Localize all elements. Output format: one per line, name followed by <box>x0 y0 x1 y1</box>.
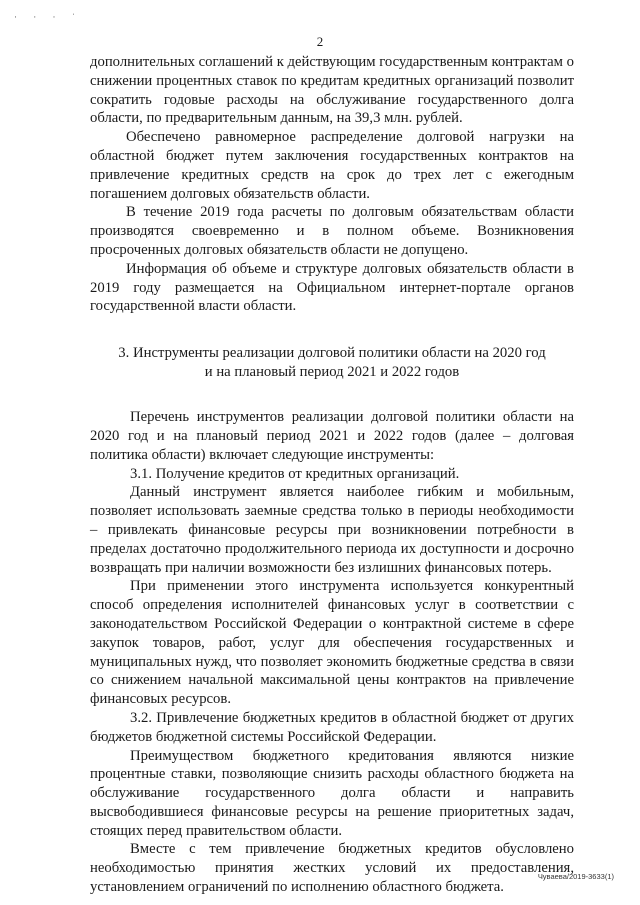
subsection-3-1-title: 3.1. Получение кредитов от кредитных организаций. <box>130 465 460 482</box>
paragraph-settlements-2019: В течение 2019 года расчеты по долговым обязательствам области производятся своевременно и в полном объеме. Возникновения просроченных долговых обязательств области не допущено. <box>90 204 574 258</box>
paragraph-budget-credit-conditions: Вместе с тем привлечение бюджетных кредитов обусловлено необходимостью принятия жестких условий их предоставления, установлением ограничений по исполнению областного бюджета. <box>90 841 574 896</box>
paragraph-budget-credit-advantage: Преимуществом бюджетного кредитования являются низкие процентные ставки, позволяющие снизить расходы областного бюджета на обслуживание государственного долга области и направить высвободившиеся финансовые ресурсы на решение приоритетных задач, стоящих перед правительством области. <box>90 747 574 839</box>
paragraph-competitive-procurement: При применении этого инструмента используется конкурентный способ определения исполнителей финансовых услуг в соответствии с законодательством Российской Федерации о контрактной системе в сфере закупок товаров, работ, услуг для обеспечения государственных и муниципальных нужд, что позволяет экономить бюджетные средства в связи со снижением начальной максимальной цены контрактов на привлечение финансовых ресурсов. <box>90 578 574 708</box>
section-heading-line-1: 3. Инструменты реализации долговой политики области на 2020 год <box>118 345 546 362</box>
paragraph-information-portal: Информация об объеме и структуре долговых обязательств области в 2019 году размещается на Официальном интернет-портале органов государственной власти области. <box>90 260 574 315</box>
subsection-3-2-title: 3.2. Привлечение бюджетных кредитов в областной бюджет от других бюджетов бюджетной системы Российской Федерации. <box>90 709 574 745</box>
document-body <box>90 53 574 897</box>
paragraph-instruments-list: Перечень инструментов реализации долговой политики области на 2020 год и на плановый период 2021 и 2022 годов (далее – долговая политика области) включает следующие инструменты: <box>90 409 574 463</box>
section-heading <box>90 344 574 382</box>
paragraph-debt-load: Обеспечено равномерное распределение долговой нагрузки на областной бюджет путем заключения государственных контрактов на привлечение кредитных средств на срок до трех лет с ежегодным погашением долговых обязательств области. <box>90 129 574 202</box>
scan-corner-marks: · · · ˈ <box>14 12 82 22</box>
paragraph-credit-flexibility: Данный инструмент является наиболее гибким и мобильным, позволяет использовать заемные средства только в периоды необходимости – привлекать финансовые ресурсы при возникновении потребности в пределах достаточно продолжительного периода их доступности и досрочно возвращать при наличии возможности без излишних финансовых потерь. <box>90 484 574 576</box>
section-heading-line-2: и на плановый период 2021 и 2022 годов <box>204 364 460 381</box>
page-number: 2 <box>316 34 324 49</box>
paragraph-debt-savings: дополнительных соглашений к действующим государственным контрактам о снижении процентных ставок по кредитам кредитных организаций позволит сократить годовые расходы на обслуживание государственного долга области, по предварительным данным, на 39,3 млн. рублей. <box>90 54 574 127</box>
document-footer-code: Чуваева/2019-3633(1) <box>537 872 614 881</box>
